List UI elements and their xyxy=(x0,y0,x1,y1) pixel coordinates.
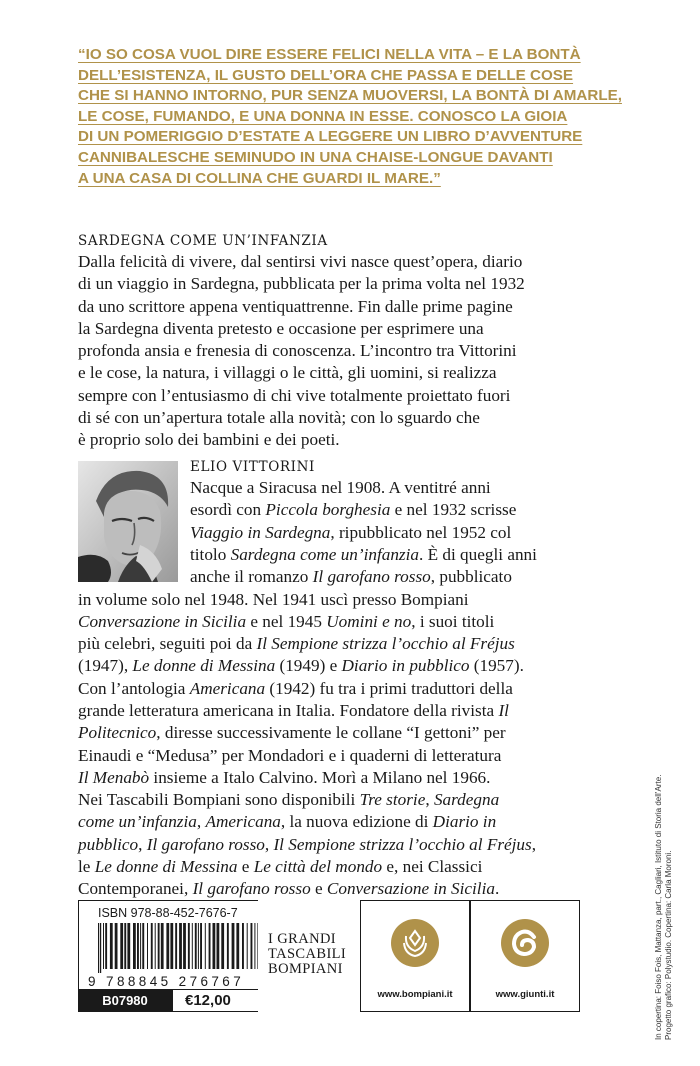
barcode-bar xyxy=(251,923,253,969)
bio-line: più celebri, seguiti poi da Il Sempione strizza l’occhio al Fréjus xyxy=(78,634,515,654)
bio-line: Contemporanei, Il garofano rosso e Conversazione in Sicilia. xyxy=(78,879,500,899)
back-cover-quote xyxy=(78,45,638,189)
barcode-bar xyxy=(133,923,136,969)
barcode-bar xyxy=(254,923,255,969)
barcode-bar xyxy=(175,923,177,969)
giunti-panel xyxy=(470,900,580,1012)
series-line: TASCABILI xyxy=(268,946,347,962)
bio-line: grande letteratura americana in Italia. Fondatore della rivista Il xyxy=(78,700,509,720)
author-name: ELIO VITTORINI xyxy=(190,459,315,475)
quote-line: LE COSE, FUMANDO, E UNA DONNA IN ESSE. CONOSCO LA GIOIA xyxy=(78,107,568,125)
bompiani-logo-icon xyxy=(391,919,439,967)
bio-line: Conversazione in Sicilia e nel 1945 Uomini e no, i suoi titoli xyxy=(78,611,495,631)
tulip-icon xyxy=(391,919,439,967)
barcode-bar xyxy=(166,923,169,969)
quote-line: “IO SO COSA VUOL DIRE ESSERE FELICI NELLA VITA – E LA BONTÀ xyxy=(78,46,581,63)
barcode-bar xyxy=(242,923,244,969)
bio-line: Nei Tascabili Bompiani sono disponibili Tre storie, Sardegna xyxy=(78,790,500,810)
bompiani-panel xyxy=(360,900,470,1012)
synopsis-line: di un viaggio in Sardegna, pubblicata per la prima volta nel 1932 xyxy=(78,274,525,294)
barcode-bar xyxy=(200,923,202,969)
bio-line: in volume solo nel 1948. Nel 1941 uscì presso Bompiani xyxy=(78,589,469,609)
author-bio-wrap xyxy=(190,477,640,588)
synopsis-line: e le cose, la natura, i villaggi o le città, gli uomini, si realizza xyxy=(78,363,497,383)
quote-line: A UNA CASA DI COLLINA CHE GUARDI IL MARE.” xyxy=(78,169,441,187)
synopsis-line: la Sardegna diventa pretesto e occasione per esprimere una xyxy=(78,318,484,338)
series-line: I GRANDI xyxy=(268,931,337,947)
bio-line: Viaggio in Sardegna, ripubblicato nel 1952 col xyxy=(190,522,512,542)
bio-line: (1947), Le donne di Messina (1949) e Diario in pubblico (1957). xyxy=(78,656,524,676)
cover-credits xyxy=(654,775,674,1040)
synopsis-title: SARDEGNA COME UN’INFANZIA xyxy=(78,233,328,249)
barcode-bar xyxy=(98,923,99,973)
quote-line: CHE SI HANNO INTORNO, PUR SENZA MUOVERSI, LA BONTÀ DI AMARLE, xyxy=(78,87,622,105)
series-line: BOMPIANI xyxy=(268,961,343,977)
bio-line: Nacque a Siracusa nel 1908. A ventitré anni xyxy=(190,478,491,497)
barcode-bar xyxy=(155,923,156,969)
barcode-bar xyxy=(232,923,235,969)
bio-line: Politecnico, diresse successivamente le collane “I gettoni” per xyxy=(78,723,506,743)
barcode-bar xyxy=(105,923,107,969)
barcode-bar xyxy=(188,923,190,969)
barcode-bar xyxy=(217,923,220,969)
bompiani-url[interactable]: www.bompiani.it xyxy=(377,989,453,1000)
synopsis-line: da uno scrittore appena ventiquattrenne. Fin dalle prime pagine xyxy=(78,296,513,316)
barcode-bar xyxy=(142,923,144,969)
barcode-bar xyxy=(183,923,186,969)
bio-line: Il Menabò insieme a Italo Calvino. Morì a Milano nel 1966. xyxy=(78,767,491,787)
barcode-bar xyxy=(170,923,173,969)
barcode-bar xyxy=(227,923,229,969)
synopsis-line: di sé con un’apertura totale alla novità; con lo sguardo che xyxy=(78,408,480,428)
credits-line: In copertina: Foiso Fois, Mattanza, part., Cagliari, Istituto di Storia dell’Arte. xyxy=(654,774,663,1040)
credits-line: Progetto grafico: Polystudio. Copertina: Carla Moroni. xyxy=(664,850,673,1040)
author-bio-full xyxy=(78,589,643,901)
barcode-bar xyxy=(147,923,148,969)
giunti-url[interactable]: www.giunti.it xyxy=(495,989,555,1000)
barcode-bar xyxy=(127,923,130,969)
barcode-bar xyxy=(110,923,113,969)
bio-line: titolo Sardegna come un’infanzia. È di quegli anni xyxy=(190,544,537,564)
bio-line: anche il romanzo Il garofano rosso, pubblicato xyxy=(190,567,512,587)
bio-line: Einaudi e “Medusa” per Mondadori e i quaderni di letteratura xyxy=(78,745,502,765)
bio-line: le Le donne di Messina e Le città del mondo e, nei Classici xyxy=(78,857,483,877)
barcode-bar xyxy=(236,923,239,969)
synopsis-line: profonda ansia e frenesia di conoscenza. L’incontro tra Vittorini xyxy=(78,341,517,361)
barcode-bar xyxy=(247,923,248,969)
barcode-digits: 9 788845 276767 xyxy=(88,974,245,989)
quote-line: DELL’ESISTENZA, IL GUSTO DELL’ORA CHE PASSA E DELLE COSE xyxy=(78,66,574,84)
bio-line: esordì con Piccola borghesia e nel 1932 scrisse xyxy=(190,500,517,520)
barcode-bar xyxy=(115,923,118,969)
product-code: B07980 xyxy=(78,989,172,1012)
bio-line: come un’infanzia, Americana, la nuova edizione di Diario in xyxy=(78,812,497,832)
series-name xyxy=(268,932,346,977)
spiral-icon xyxy=(501,919,549,967)
bio-line: pubblico, Il garofano rosso, Il Sempione strizza l’occhio al Fréjus, xyxy=(78,834,537,854)
barcode-bar xyxy=(192,923,193,969)
barcode-bar xyxy=(140,923,141,969)
barcode-bar xyxy=(209,923,211,969)
series-panel xyxy=(258,900,360,1012)
synopsis-line: Dalla felicità di vivere, dal sentirsi vivi nasce quest’opera, diario xyxy=(78,252,523,271)
bio-line: Con l’antologia Americana (1942) fu tra i primi traduttori della xyxy=(78,678,513,698)
barcode-bar xyxy=(158,923,160,969)
barcode-bar xyxy=(151,923,153,969)
quote-line: CANNIBALESCHE SEMINUDO IN UNA CHAISE-LONGUE DAVANTI xyxy=(78,148,553,166)
barcode-bar xyxy=(195,923,197,969)
synopsis-text xyxy=(78,251,638,452)
barcode-bar xyxy=(213,923,216,969)
barcode-bar xyxy=(179,923,182,969)
barcode-bar xyxy=(120,923,123,969)
barcode-bar xyxy=(198,923,199,969)
author-portrait-image xyxy=(78,461,178,582)
giunti-logo-icon xyxy=(501,919,549,967)
barcode-bar xyxy=(161,923,164,969)
author-photo xyxy=(78,461,178,582)
synopsis-line: è proprio solo dei bambini e dei poeti. xyxy=(78,430,340,450)
synopsis-line: sempre con l’entusiasmo di chi vive totalmente proiettato fuori xyxy=(78,385,511,405)
barcode-bar xyxy=(103,923,104,969)
price: €12,00 xyxy=(172,989,360,1012)
barcode-bar xyxy=(100,923,101,973)
barcode-bar xyxy=(221,923,224,969)
isbn-label: ISBN 978-88-452-7676-7 xyxy=(98,906,238,920)
barcode-bar xyxy=(137,923,139,969)
quote-line: DI UN POMERIGGIO D’ESTATE A LEGGERE UN LIBRO D’AVVENTURE xyxy=(78,128,583,146)
barcode-bar xyxy=(205,923,206,969)
barcode-bar xyxy=(124,923,126,969)
